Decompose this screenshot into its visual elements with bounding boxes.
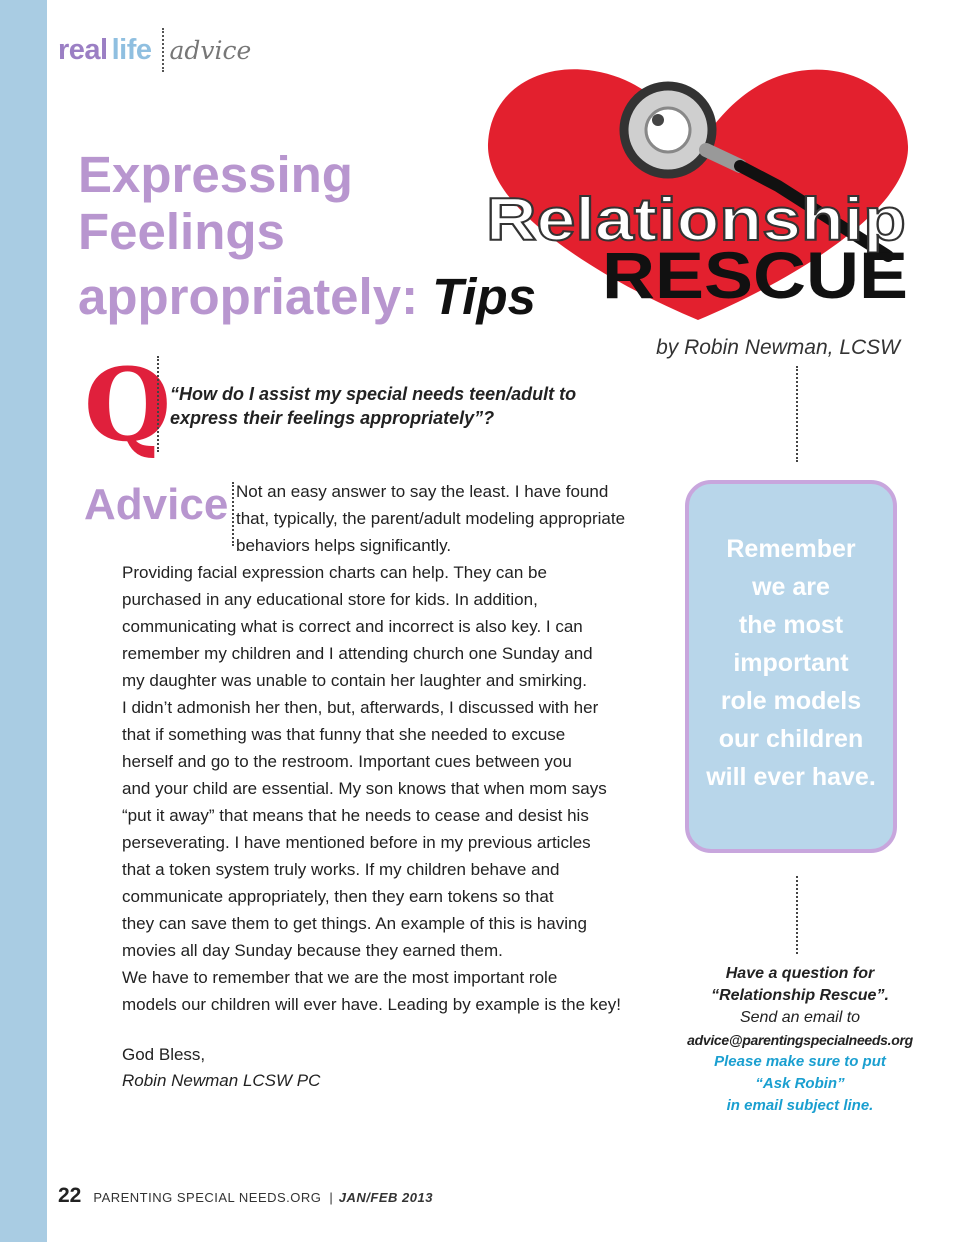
closing: [122, 1042, 320, 1094]
advice-intro: Not an easy answer to say the least. I have found that, typically, the parent/adult modeling appropriate behaviors helps significantly.: [236, 482, 626, 555]
section-label: [58, 28, 251, 72]
question-divider: [157, 356, 159, 452]
left-color-bar: [0, 0, 47, 1242]
callout-box: [685, 480, 897, 853]
section-label-real: real: [58, 33, 108, 66]
dotted-divider-bottom: [796, 876, 798, 954]
contact-send-label: Send an email to: [739, 1009, 861, 1026]
advice-paragraph-1: Providing facial expression charts can help. They can be purchased in any educational store for kids. In addition, communicating what is correct and incorrect is also key. I can remember my children and I attending church one Sunday and my daughter was unable to contain her laughter and smirking. I didn’t admonish her then, but, afterwards, I discussed with her that if something was that funny that she needed to excuse herself and go to the restroom. Important cues between you and your child are essential. My son knows that when mom says “put it away” that means that he needs to cease and desist his perseverating. I have mentioned before in my previous articles that a token system truly works. If my children behave and communicate appropriately, then they earn tokens so that they can save them to get things. An example of this is having movies all day Sunday because they earned them.: [122, 563, 607, 960]
page-footer: [58, 1184, 433, 1208]
advice-paragraph-2: We have to remember that we are the most important role models our children will ever have. Leading by example is the key!: [122, 968, 621, 1014]
dotted-divider-top: [796, 366, 798, 462]
title-line-3: [78, 268, 536, 325]
closing-signature: Robin Newman LCSW PC: [122, 1071, 321, 1090]
section-label-advice: advice: [169, 35, 252, 65]
advice-divider: [232, 482, 234, 546]
relationship-rescue-logo: [478, 58, 918, 330]
logo-word-relationship: Relationship: [486, 186, 906, 253]
title-line-2: Feelings: [78, 203, 285, 260]
title-tips: Tips: [432, 268, 536, 325]
contact-question: Have a question for “Relationship Rescue”.: [711, 965, 889, 1004]
publication-name: PARENTING SPECIAL NEEDS.ORG: [93, 1190, 322, 1205]
contact-box: [682, 963, 918, 1117]
title-line-3-text: appropriately:: [78, 268, 419, 325]
page-number: 22: [58, 1184, 82, 1207]
advice-body: [122, 559, 642, 1018]
article-title: [78, 146, 536, 325]
advice-label: Advice: [84, 480, 229, 529]
question-text: “How do I assist my special needs teen/adult to express their feelings appropriately”?: [170, 384, 577, 428]
question-letter: Q: [84, 346, 172, 464]
issue-date: JAN/FEB 2013: [338, 1190, 433, 1205]
title-line-1: Expressing: [78, 146, 353, 203]
logo-word-rescue: RESCUE: [602, 238, 908, 312]
closing-greeting: God Bless,: [122, 1045, 206, 1064]
callout-text: Remember we are the most important role models our children will ever have.: [706, 535, 876, 791]
contact-note: Please make sure to put “Ask Robin” in email subject line.: [714, 1053, 886, 1114]
contact-email-link[interactable]: advice@parentingspecialneeds.org: [687, 1032, 913, 1048]
section-label-life: life: [111, 33, 152, 66]
byline: by Robin Newman, LCSW: [656, 336, 900, 359]
footer-separator: |: [329, 1190, 333, 1205]
section-divider: [162, 28, 164, 72]
